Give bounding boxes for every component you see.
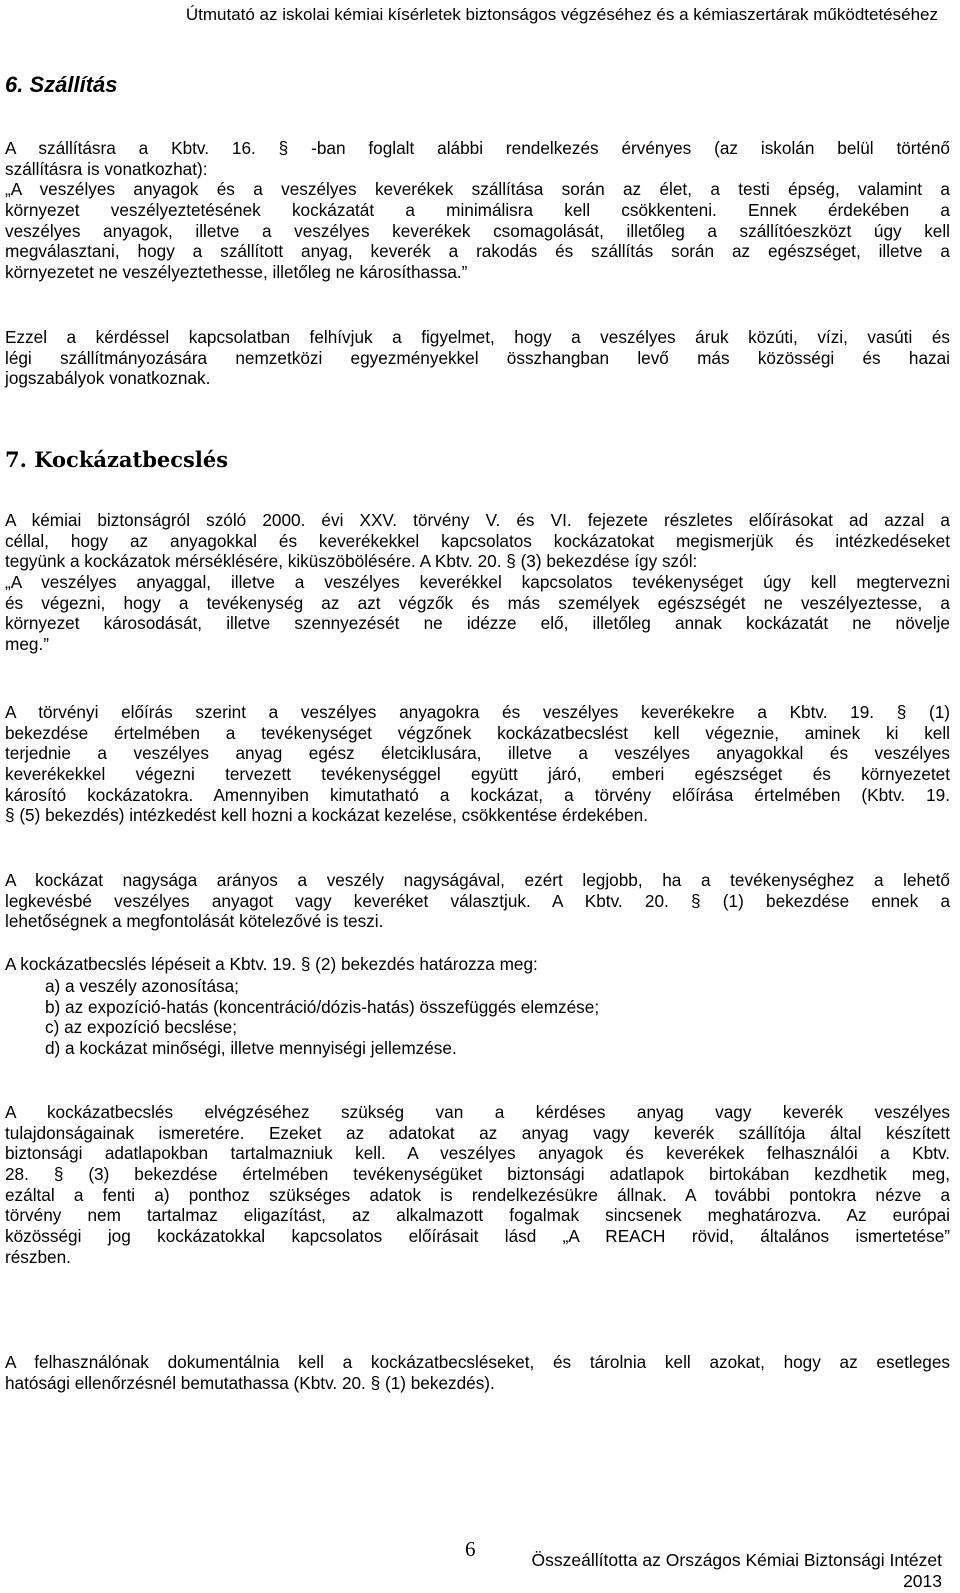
footer-year: 2013 — [903, 1571, 942, 1591]
section-6-heading: 6. Szállítás — [5, 72, 118, 97]
footer-credit — [532, 1550, 942, 1592]
text-line: legkevésbé veszélyes anyagot vagy keveréket választjuk. A Kbtv. 20. § (1) bekezdése ennek a — [5, 890, 950, 911]
risk-assessment-steps — [45, 976, 599, 1059]
text-line: „A veszélyes anyaggal, illetve a veszélyes keverékkel kapcsolatos tevékenységet úgy kell megtervezni — [5, 572, 950, 593]
section-7-paragraph-5 — [5, 1102, 950, 1268]
text-line: lehetőségnek a megfontolását kötelezővé is teszi. — [5, 911, 384, 932]
text-line: A kockázatbecslés elvégzéséhez szükség van a kérdéses anyag vagy keverék veszélyes — [5, 1102, 950, 1122]
text-line: § (5) bekezdés) intézkedést kell hozni a kockázat kezelése, csökkentése érdekében. — [5, 805, 648, 826]
text-line: A kockázatbecslés lépéseit a Kbtv. 19. § (2) bekezdés határozza meg: — [5, 954, 538, 974]
text-line: hatósági ellenőrzésnél bemutathassa (Kbtv. 20. § (1) bekezdés). — [5, 1372, 495, 1393]
text-line: károsító kockázatokra. Amennyiben kimutatható a kockázat, a törvény előírása értelmében (Kbtv. 19. — [5, 784, 950, 805]
text-line: légi szállítmányozására nemzetközi egyezményekkel összhangban levő más közösségi és hazai — [5, 347, 950, 368]
text-line: és végezni, hogy a tevékenység az azt végzők és más személyek egészségét ne veszélyeztesse, a — [5, 592, 950, 613]
text-line: „A veszélyes anyagok és a veszélyes keverékek szállítása során az élet, a testi épség, valamint a — [5, 179, 950, 200]
text-line: terjednie a veszélyes anyag egész életciklusára, illetve a veszélyes anyagokkal és veszélyes — [5, 743, 950, 764]
text-line: megválasztani, hogy a szállított anyag, keverék a rakodás és szállítás során az egészséget, illetve a — [5, 241, 950, 262]
text-line: A kémiai biztonságról szóló 2000. évi XXV. törvény V. és VI. fejezete részletes előírásokat ad azzal a — [5, 510, 950, 530]
text-line: környezet károsodását, illetve szennyezését ne idézze elő, illetőleg annak kockázatát ne növelje — [5, 613, 950, 634]
list-item: a) a veszély azonosítása; — [45, 976, 239, 996]
section-6-paragraph-1 — [5, 138, 950, 283]
section-7-paragraph-3 — [5, 870, 950, 932]
list-item: d) a kockázat minőségi, illetve mennyiségi jellemzése. — [45, 1038, 457, 1059]
text-line: bekezdése értelmében a tevékenységet végzőnek kockázatbecslést kell végeznie, aminek ki kell — [5, 722, 950, 743]
text-line: szállításra is vonatkozhat): — [5, 158, 208, 179]
text-line: tulajdonságainak ismeretére. Ezeket az adatokat az anyag vagy keverék szállítója által készített — [5, 1122, 950, 1143]
text-line: céllal, hogy az anyagokkal és keverékekkel kapcsolatos kockázatokat megismerjük és intézkedéseket — [5, 530, 950, 551]
text-line: tegyünk a kockázatok mérséklésére, kiküszöbölésére. A Kbtv. 20. § (3) bekezdése így szól: — [5, 551, 698, 572]
text-line: keverékekkel végezni tervezett tevékenységgel együtt járó, emberi egészséget és környezetet — [5, 764, 950, 785]
text-line: ezáltal a fenti a) ponthoz szükséges adatok is rendelkezésükre állnak. A további pontokra nézve a — [5, 1184, 950, 1205]
section-7-paragraph-4 — [5, 954, 950, 975]
text-line: A törvényi előírás szerint a veszélyes anyagokra és veszélyes keverékekre a Kbtv. 19. § (1) — [5, 702, 950, 722]
text-line: Ezzel a kérdéssel kapcsolatban felhívjuk a figyelmet, hogy a veszélyes áruk közúti, vízi, vasúti és — [5, 327, 950, 347]
list-item: c) az expozíció becslése; — [45, 1017, 238, 1038]
text-line: biztonsági adatlapokban tartalmazniuk kell. A veszélyes anyagok és keverékek felhasználói a Kbtv. — [5, 1143, 950, 1164]
text-line: környezetet ne veszélyeztethesse, illetőleg ne károsíthassa.” — [5, 262, 468, 283]
footer-institute: Összeállította az Országos Kémiai Biztonsági Intézet — [531, 1550, 942, 1570]
text-line: A szállításra a Kbtv. 16. § -ban foglalt alábbi rendelkezés érvényes (az iskolán belül történő — [5, 138, 950, 158]
section-7-paragraph-2 — [5, 702, 950, 826]
text-line: környezet veszélyeztetésének kockázatát a minimálisra kell csökkenteni. Ennek érdekében a — [5, 200, 950, 221]
text-line: közösségi jog kockázatokkal kapcsolatos előírásait lásd „A REACH rövid, általános ismertetése” — [5, 1226, 950, 1247]
page-number: 6 — [465, 1537, 476, 1561]
list-item: b) az expozíció-hatás (koncentráció/dózis-hatás) összefüggés elemzése; — [45, 996, 600, 1017]
running-header: Útmutató az iskolai kémiai kísérletek biztonságos végzéséhez és a kémiaszertárak működtetéséhez — [185, 5, 938, 24]
text-line: 28. § (3) bekezdése értelmében tevékenységüket biztonsági adatlapok birtokában kezdhetik meg, — [5, 1164, 950, 1185]
text-line: jogszabályok vonatkoznak. — [5, 368, 211, 389]
section-7-heading: 7. Kockázatbecslés — [5, 447, 229, 472]
text-line: A felhasználónak dokumentálnia kell a kockázatbecsléseket, és tárolnia kell azokat, hogy az esetleges — [5, 1352, 950, 1372]
section-7-paragraph-6 — [5, 1352, 950, 1393]
section-6-paragraph-2 — [5, 327, 950, 389]
section-7-paragraph-1 — [5, 510, 950, 655]
text-line: részben. — [5, 1246, 71, 1267]
text-line: törvény nem tartalmaz eligazítást, az alkalmazott fogalmak sincsenek meghatározva. Az európai — [5, 1205, 950, 1226]
text-line: veszélyes anyagok, illetve a veszélyes keverékek csomagolását, illetőleg a szállítóeszközt úgy kell — [5, 220, 950, 241]
text-line: A kockázat nagysága arányos a veszély nagyságával, ezért legjobb, ha a tevékenységhez a lehető — [5, 870, 950, 890]
text-line: meg.” — [5, 634, 49, 655]
